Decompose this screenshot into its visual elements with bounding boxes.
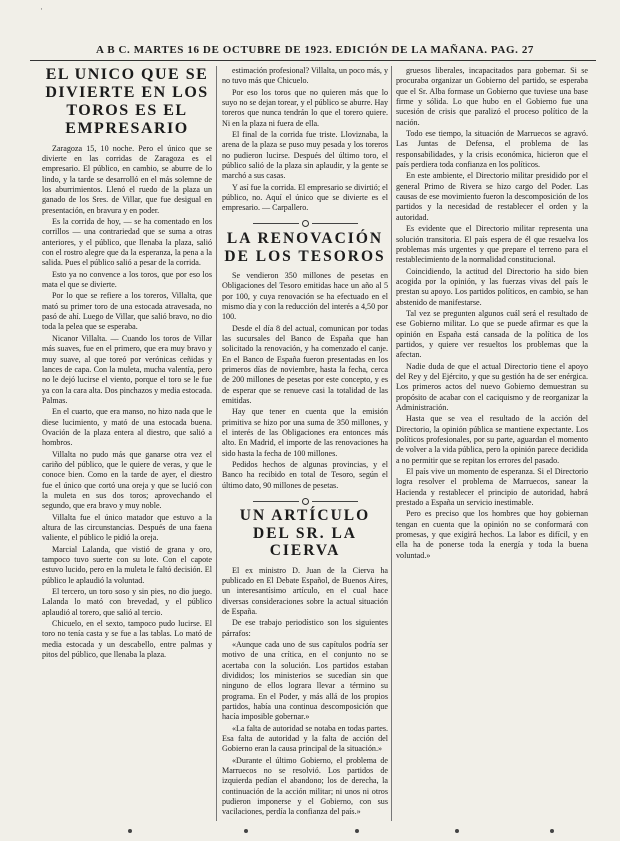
paragraph: Villalta no pudo más que ganarse otra vez el cariño del público, que le quiere de veras, y que le conoce bien. Como en la tarde de ayer, el diestro fue el único que cortó una oreja y que se lució con la muleta en sus dos toros; aprovechando el segundo, que era bravo y muy noble. [42, 449, 212, 511]
paragraph: Marcial Lalanda, que vistió de grana y oro, tampoco tuvo suerte con su lote. Con el capote estuvo lucido, pero en la muleta le faltó decisión. El público le aplaudió la voluntad. [42, 544, 212, 585]
paragraph: Nadie duda de que el actual Directorio tiene el apoyo del Rey y del Ejército, y que su gestión ha de ser enérgica. Los primeros actos del nuevo Gobierno demuestran su propósito de acabar con el caciquismo y de reorganizar la Administración. [396, 361, 588, 412]
headline-tesoros: LA RENOVACIÓN DE LOS TESOROS [224, 230, 386, 265]
paragraph: «Durante el último Gobierno, el problema de Marruecos no se resolvió. Los partidos de izquierda pedían el abandono; los de derecha, la continuación de la acción militar; ni unos ni otros pudieron imponerse y el Gobierno, con sus vacilaciones, perdía la confianza del país.» [222, 755, 388, 817]
paragraph: gruesos liberales, incapacitados para gobernar. Si se procuraba organizar un Gobierno del partido, se esperaba que el Sr. Alba formase un Gobierno que tuviese una base firme y sólida. Lo que hubo en el Gobierno fue una sucesión de crisis que paralizó el proceso político de la nación. [396, 66, 588, 127]
paragraph: De ese trabajo periodístico son los siguientes párrafos: [222, 618, 388, 638]
article-continuation-cierva [396, 66, 588, 561]
paragraph: Pedidos hechos de algunas provincias, y el Banco ha recibido en total de Tesoro, según el último dato, 90 millones de pesetas. [222, 460, 388, 490]
paragraph: Pero es preciso que los hombres que hoy gobiernan tengan en cuenta que la opinión no se conformará con promesas, y que exigirá hechos. La labor es difícil, y en ella ha de ponerse toda la energía y toda la buena voluntad.» [396, 509, 588, 560]
paragraph: «Aunque cada uno de sus capítulos podría ser motivo de una crítica, en el conjunto no se acertaba con la solución. Los partidos estaban divididos; los ministerios se sucedían sin que ninguno de ellos lograra llevar a término su programa. En el Poder, y más allá de los propios partidos, había una continua descomposición que hacía imposible gobernar.» [222, 639, 388, 722]
footer-dot [244, 829, 248, 833]
paragraph: Zaragoza 15, 10 noche. Pero el único que se divierte en las corridas de Zaragoza es el empresario. El público, en cambio, se aburre de lo lindo, y la tarde se desarrolló en el más solemne de los aburrimientos. Llenó el ruedo de la plaza un ganado de los Sres. de Villar, que fue desigual en presentación, en bravura y en poder. [42, 143, 212, 215]
column-1 [42, 66, 212, 827]
column-2 [222, 66, 388, 827]
paragraph: Villalta fue el único matador que estuvo a la altura de las circunstancias. Después de una faena valiente, el público le pidió la oreja. [42, 512, 212, 543]
footer-dot [128, 829, 132, 833]
footer-dot [550, 829, 554, 833]
headline-empresario: EL UNICO QUE SE DIVIERTE EN LOS TOROS ES EL EMPRESARIO [45, 66, 209, 137]
running-head: A B C. MARTES 16 DE OCTUBRE DE 1923. EDICIÓN DE LA MAÑANA. PAG. 27 [95, 44, 535, 56]
column-divider-1 [216, 66, 217, 821]
section-ornament-2 [222, 495, 388, 505]
paragraph: Nicanor Villalta. — Cuando los toros de Villar más suaves, fue en el primero, que era muy bravo y muy suave, al que toreó por verónicas ceñidas y lances de capa. Con la muleta, mucha valentía, pero no le dejó lucirse el viento, porque el toro se le fue ya con la cara alta. Dos pinchazos y media estocada. Palmas. [42, 333, 212, 405]
paragraph: Es evidente que el Directorio militar representa una solución transitoria. El país espera de él que resuelva los problemas más urgentes y que prepare el terreno para el restablecimiento de la normalidad constitucional. [396, 224, 588, 265]
page-footer-marks [0, 825, 620, 835]
paragraph: Hay que tener en cuenta que la emisión primitiva se hizo por una suma de 350 millones, y el interés de las Obligaciones era entonces más alto. En Madrid, el importe de las renovaciones ha sido hasta la fecha de 100 millones. [222, 407, 388, 458]
paragraph: En el cuarto, que era manso, no hizo nada que le diese lucimiento, y mató de una estocada buena. Ovación de la plaza entera al diestro, que salió a hombros. [42, 407, 212, 448]
headline-cierva: UN ARTÍCULO DEL SR. LA CIERVA [239, 507, 371, 560]
header-rule [30, 60, 596, 61]
paragraph: Por eso los toros que no quieren más que lo suyo no se dejan torear, y el público se aburre. Hay toreros que nunca tendrán lo que el torero quiere. Ni en la plaza ni fuera de ella. [222, 87, 388, 128]
paragraph: El tercero, un toro soso y sin pies, no dio juego. Lalanda lo mató con brevedad, y el público aplaudió al torero, que salió al tercio. [42, 587, 212, 617]
paragraph: Por lo que se refiere a los toreros, Villalta, que mató su primer toro de una estocada atravesada, no pasó de ahí. Luego de Villar, que salió bravo, no dio toda la pelea que se esperaba. [42, 291, 212, 332]
paragraph: «La falta de autoridad se notaba en todas partes. Esa falta de autoridad y la falta de acción del Gobierno eran la causa principal de la situación.» [222, 723, 388, 754]
article-continuation-toros [222, 66, 388, 214]
paragraph: Hasta que se vea el resultado de la acción del Directorio, la opinión pública se mantiene expectante. Los políticos profesionales, por su parte, aguardan el momento de volver a la vida pública, pero la opinión parece decidida a no permitir que se repitan los errores del pasado. [396, 414, 588, 465]
article-body-toros [42, 144, 212, 661]
paragraph: Se vendieron 350 millones de pesetas en Obligaciones del Tesoro emitidas hace un año al 5 por 100, y cuya renovación se ha efectuado en el mismo día y con la reducción del interés a 4,50 por 100. [222, 270, 388, 322]
footer-dot [355, 829, 359, 833]
paragraph: El país vive un momento de esperanza. Si el Directorio logra resolver el problema de Marruecos, sanear la Hacienda y restablecer el principio de autoridad, habrá prestado a España un servicio inestimable. [396, 467, 588, 508]
paragraph: Coincidiendo, la actitud del Directorio ha sido bien acogida por la opinión, y las fuerzas vivas del país le prestan su apoyo. Los partidos políticos, en cambio, se han abstenido de manifestarse. [396, 266, 588, 307]
paragraph: Desde el día 8 del actual, comunican por todas las sucursales del Banco de España que han solicitado la renovación, y ha comenzado el canje. En el Banco de España fueron presentadas en los primeros días de noviembre, hasta la fecha, cerca de 200 millones de pesetas por este concepto, y es de esperar que se renueve casi la totalidad de las emitidas. [222, 323, 388, 405]
paragraph: Chicuelo, en el sexto, tampoco pudo lucirse. El toro no tenía casta y se fue a las tablas. Lo mató de media estocada y un descabello, entre palmas y pitos del público, que llenaba la plaza. [42, 619, 212, 660]
paragraph: Todo ese tiempo, la situación de Marruecos se agravó. Las Juntas de Defensa, el problema de las responsabilidades, y la crisis económica, hicieron que el país perdiera toda confianza en los políticos. [396, 129, 588, 170]
paragraph: Esto ya no convence a los toros, que por eso los mata el que se divierte. [42, 269, 212, 290]
article-body-tesoros [222, 271, 388, 491]
footer-dot [455, 829, 459, 833]
paragraph: estimación profesional? Villalta, un poco más, y no tuvo más que Chicuelo. [222, 66, 388, 86]
paragraph: El ex ministro D. Juan de la Cierva ha publicado en El Debate Español, de Buenos Aires, un interesantísimo artículo, en el cual hace diversas consideraciones sobre la actual situación de España. [222, 565, 388, 616]
paragraph: Es la corrida de hoy, — se ha comentado en los corrillos — una contrariedad que se suma a otras anteriores, y el público, que llenaba la plaza, salió con el rostro alegre que da la esperanza, la pena a la salida. Pues el público salió a pesar de la corrida. [42, 217, 212, 268]
paragraph: Tal vez se pregunten algunos cuál será el resultado de ese Gobierno militar. Lo que se puede afirmar es que la opinión en España está cansada de la política de los partidos, y quiere ver resueltos los problemas que la afectan. [396, 308, 588, 360]
paragraph: El final de la corrida fue triste. Lloviznaba, la arena de la plaza se puso muy pesada y los toreros no pudieron lucirse. Después del último toro, el público salió de la plaza sin aplaudir, y la gente se marchó a sus casas. [222, 130, 388, 181]
column-3 [396, 66, 588, 827]
section-ornament [222, 218, 388, 228]
paragraph: Y así fue la corrida. El empresario se divirtió; el público, no. Aquí el único que se divierte es el empresario. — Carpallero. [222, 182, 388, 213]
scan-corner-mark: · [40, 4, 43, 14]
article-body-cierva [222, 566, 388, 818]
paragraph: En este ambiente, el Directorio militar presidido por el general Primo de Rivera se hizo cargo del Poder. Las causas de ese movimiento fueron la descomposición de los partidos y la necesidad de restablecer el orden y la autoridad. [396, 171, 588, 222]
column-divider-2 [391, 66, 392, 821]
